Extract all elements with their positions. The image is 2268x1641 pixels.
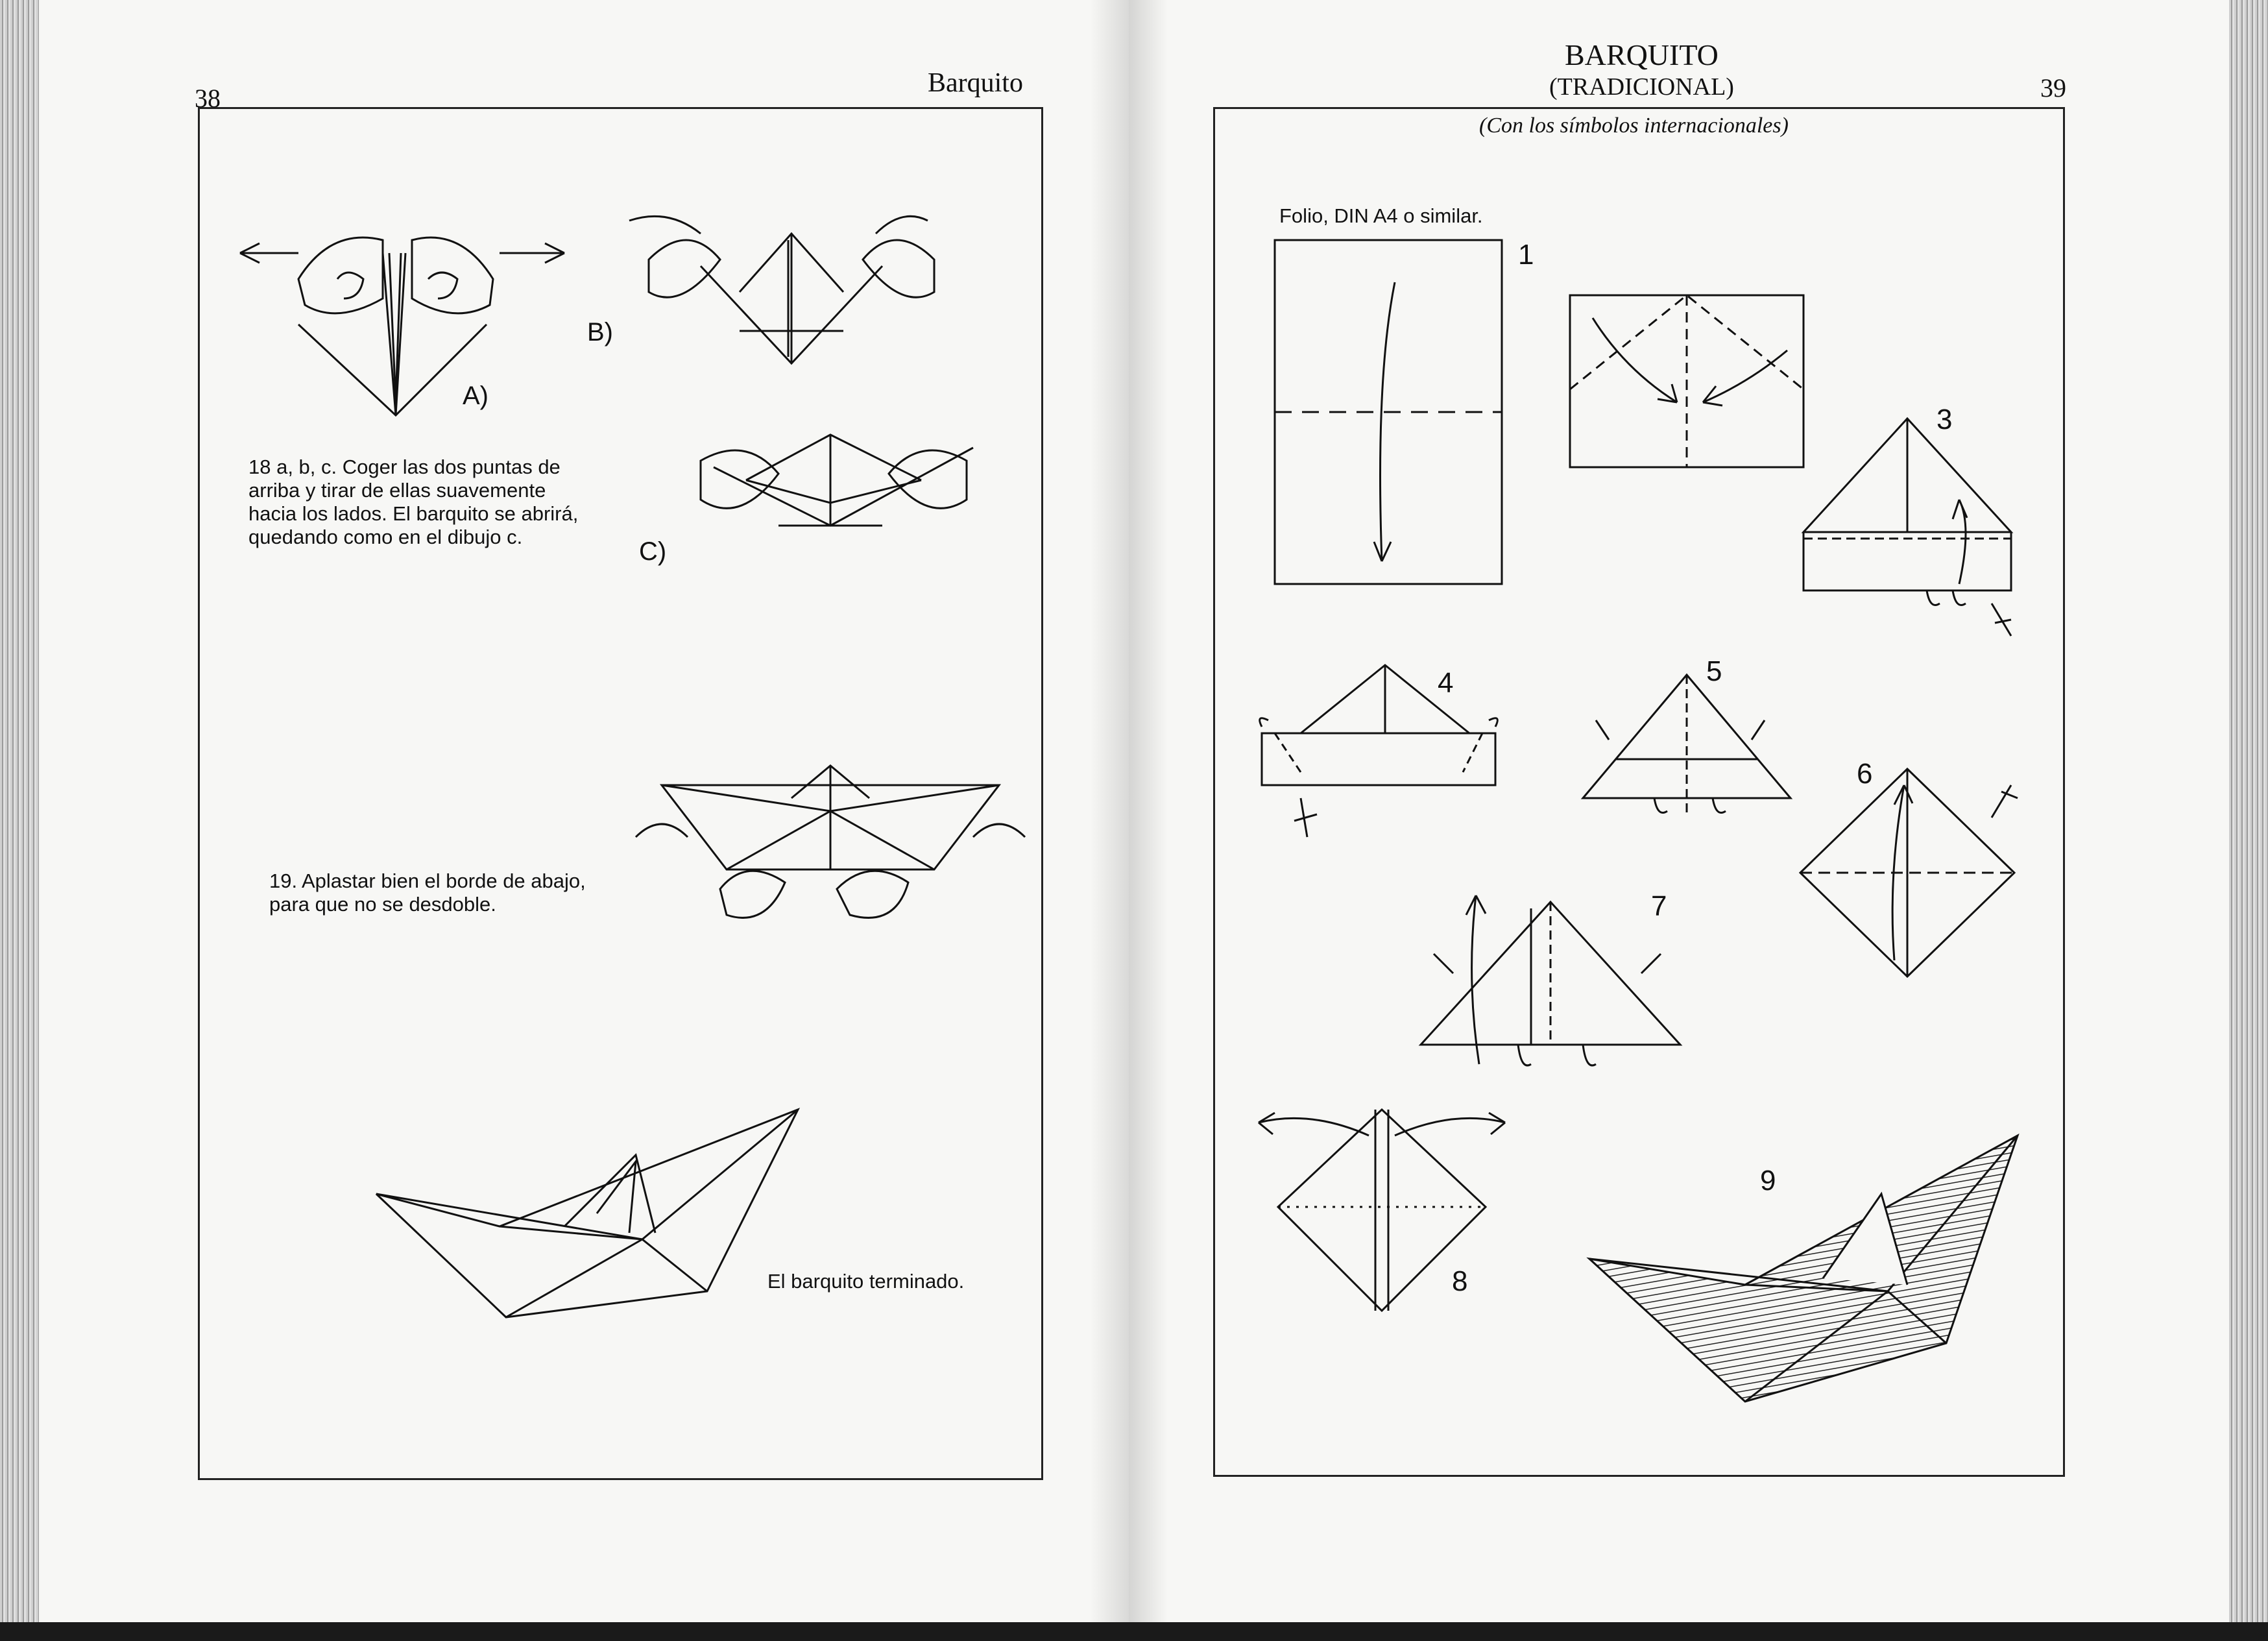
step-number-4: 4 [1438, 667, 1454, 699]
step-19-text: 19. Aplastar bien el borde de abajo, para que no se desdoble. [269, 869, 586, 916]
step-3-diagram [1797, 415, 2024, 636]
label-c: C) [639, 537, 667, 566]
left-page [0, 0, 1129, 1622]
step-number-6: 6 [1857, 758, 1873, 790]
gutter-shadow [1129, 0, 1168, 1622]
international-symbols-note: (Con los símbolos internacionales) [1479, 114, 1789, 138]
table-background [0, 1622, 2268, 1641]
step-number-9: 9 [1760, 1165, 1776, 1197]
step-1-diagram [1272, 237, 1505, 587]
finished-caption: El barquito terminado. [767, 1270, 965, 1293]
step-number-5: 5 [1706, 655, 1722, 687]
running-head: Barquito [928, 68, 1023, 98]
page-number: 38 [195, 84, 221, 113]
step-5-diagram [1576, 668, 1797, 824]
paper-note: Folio, DIN A4 o similar. [1279, 204, 1483, 227]
step-number-8: 8 [1452, 1265, 1468, 1297]
page-number: 39 [2040, 73, 2066, 103]
page-stack-edge [2229, 0, 2268, 1622]
step-8-diagram [1246, 1097, 1518, 1317]
gutter-shadow [1090, 0, 1129, 1622]
page-stack-edge [0, 0, 39, 1622]
step-2-diagram [1567, 292, 1807, 474]
step-6-diagram [1797, 766, 2024, 980]
page-title: BARQUITO [1565, 38, 1719, 71]
right-page [1129, 0, 2268, 1622]
figure-18a-hands-pulling [234, 214, 571, 428]
step-number-3: 3 [1936, 404, 1953, 435]
page-subtitle: (TRADICIONAL) [1549, 73, 1734, 101]
figure-18b-hands-opening [610, 208, 973, 376]
step-4-diagram [1255, 662, 1502, 844]
step-number-1: 1 [1518, 239, 1534, 271]
label-a: A) [463, 382, 489, 410]
step-18-text: 18 a, b, c. Coger las dos puntas de arriba y tirar de ellas suavemente hacia los lados. El barquito se abrirá, quedando como en el dibujo c. [248, 456, 579, 548]
label-b: B) [587, 318, 613, 346]
figure-18c-boat-open [649, 422, 1012, 565]
step-9-finished-boat [1583, 1129, 2024, 1415]
step-7-diagram [1414, 882, 1687, 1077]
step-number-7: 7 [1651, 890, 1667, 922]
figure-19-flatten-edge [636, 759, 1025, 941]
figure-finished-boat [370, 1103, 811, 1350]
